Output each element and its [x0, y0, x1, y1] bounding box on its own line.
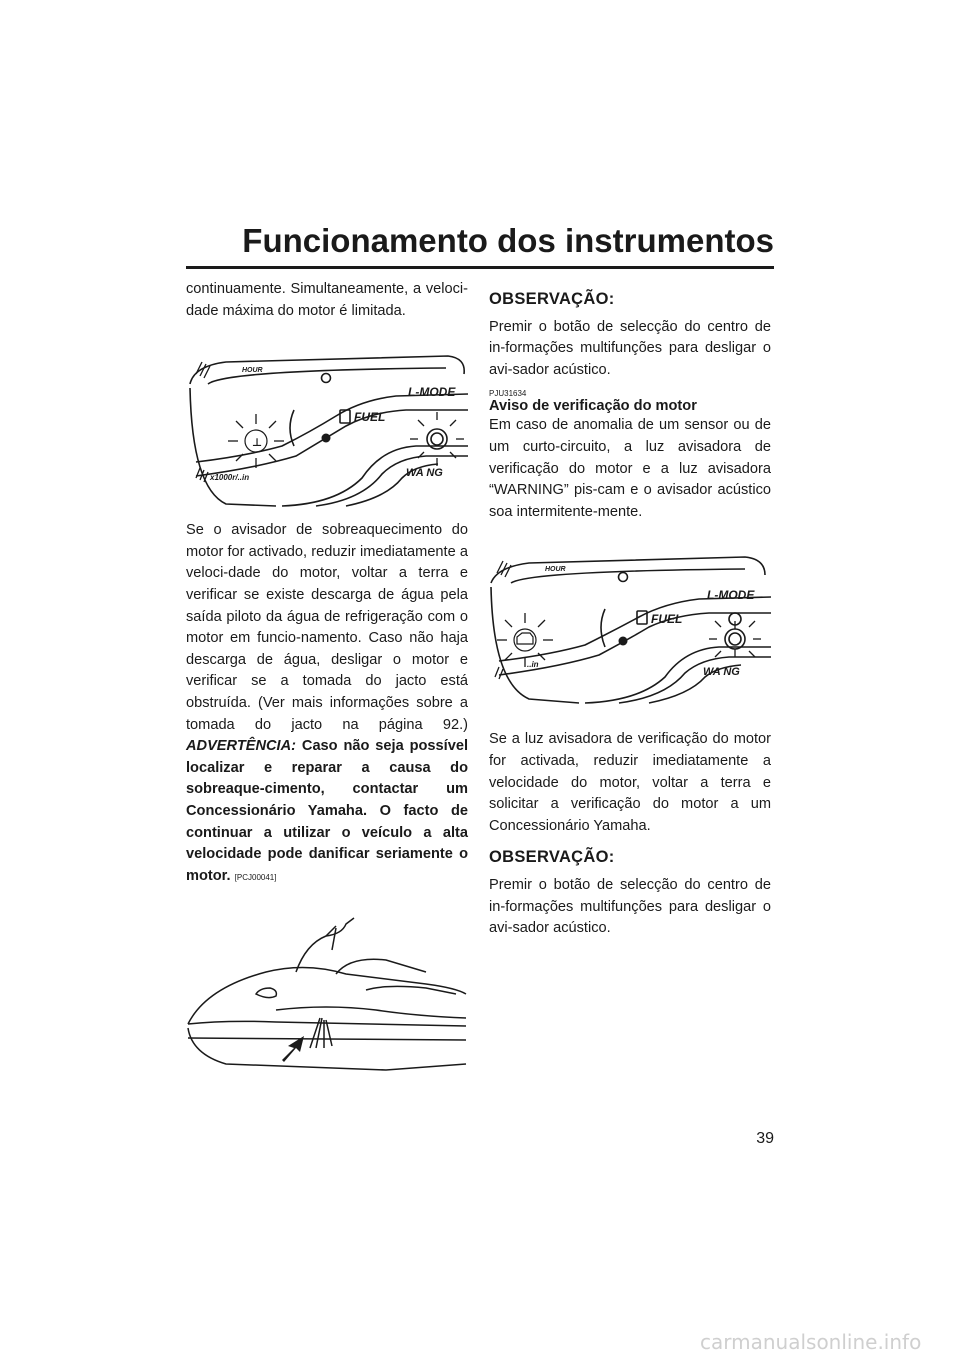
left-column: [186, 279, 468, 1074]
paragraph: Se a luz avisadora de verificação do motor for activada, reduzir imediatamente a velocidade do motor, voltar a terra e solicitar a verificação do motor a um Concessionário Yamaha.: [489, 731, 771, 834]
note-text: Premir o botão de selecção do centro de in-formações multifunções para desligar o avi-sador acústico.: [489, 318, 771, 378]
svg-text:⊥: ⊥: [252, 437, 263, 450]
warning-label: ADVERTÊNCIA:: [186, 738, 297, 755]
engine-check-warning-figure: [489, 543, 771, 709]
page-title: Funcionamento dos instrumentos: [242, 222, 774, 259]
section-code: PJU31634: [489, 389, 527, 399]
paragraph: Em caso de anomalia de um sensor ou de um curto-circuito, a luz avisadora de verificação do motor e a luz avisadora “WARNING” pis-cam e o avisador acústico soa intermitente-mente.: [489, 417, 771, 520]
section-heading: Aviso de verificação do motor: [489, 398, 697, 415]
svg-text:HOUR: HOUR: [545, 566, 566, 574]
svg-text:FUEL: FUEL: [651, 612, 683, 627]
reference-code: [PCJ00041]: [234, 872, 277, 882]
overheat-warning-figure: [186, 328, 468, 510]
note-heading: OBSERVAÇÃO:: [489, 290, 615, 308]
footer-watermark: carmanualsonline.info: [700, 1330, 922, 1354]
svg-text:WA NG: WA NG: [406, 467, 443, 480]
svg-text:WA NG: WA NG: [703, 666, 740, 679]
right-column: [489, 279, 771, 940]
svg-text:FUEL: FUEL: [354, 410, 386, 425]
warning-text: Caso não seja possível localizar e reparar a causa do sobreaque-cimento, contactar um Concessionário Yamaha. O facto de continuar a utilizar o veículo a alta velocidade pode danificar seriamente o motor.: [186, 738, 468, 884]
header-rule: [186, 266, 774, 269]
svg-text:HOUR: HOUR: [242, 367, 263, 375]
page-number: 39: [756, 1130, 774, 1147]
jet-ski-figure: [186, 914, 468, 1074]
svg-text:L-MODE: L-MODE: [707, 588, 755, 603]
note-heading: OBSERVAÇÃO:: [489, 848, 615, 867]
paragraph: continuamente. Simultaneamente, a veloci-dade máxima do motor é limitada.: [186, 281, 468, 319]
svg-text:L-MODE: L-MODE: [408, 385, 456, 400]
svg-text:..in: ..in: [527, 660, 539, 670]
note-text: Premir o botão de selecção do centro de in-formações multifunções para desligar o avi-sador acústico.: [489, 876, 771, 937]
svg-text:x1000r/..in: x1000r/..in: [210, 473, 250, 483]
paragraph: Se o avisador de sobreaquecimento do motor for activado, reduzir imediatamente a veloci-dade do motor, voltar a terra e verificar se existe descarga de água pela saída piloto da água de refrigeração com o motor em funcio-namento. Caso não haja descarga de água, desligar o motor e verificar se a tomada do jacto está obstruída. (Ver mais informações sobre a tomada do jacto na página 92.) ADVERTÊNCIA: Caso não seja possível localizar e reparar a causa do sobreaque-cimento, contactar um Concessionário Yamaha. O facto de continuar a utilizar o veículo a alta velocidade pode danificar seriamente o motor. [PCJ00041]: [186, 522, 468, 884]
